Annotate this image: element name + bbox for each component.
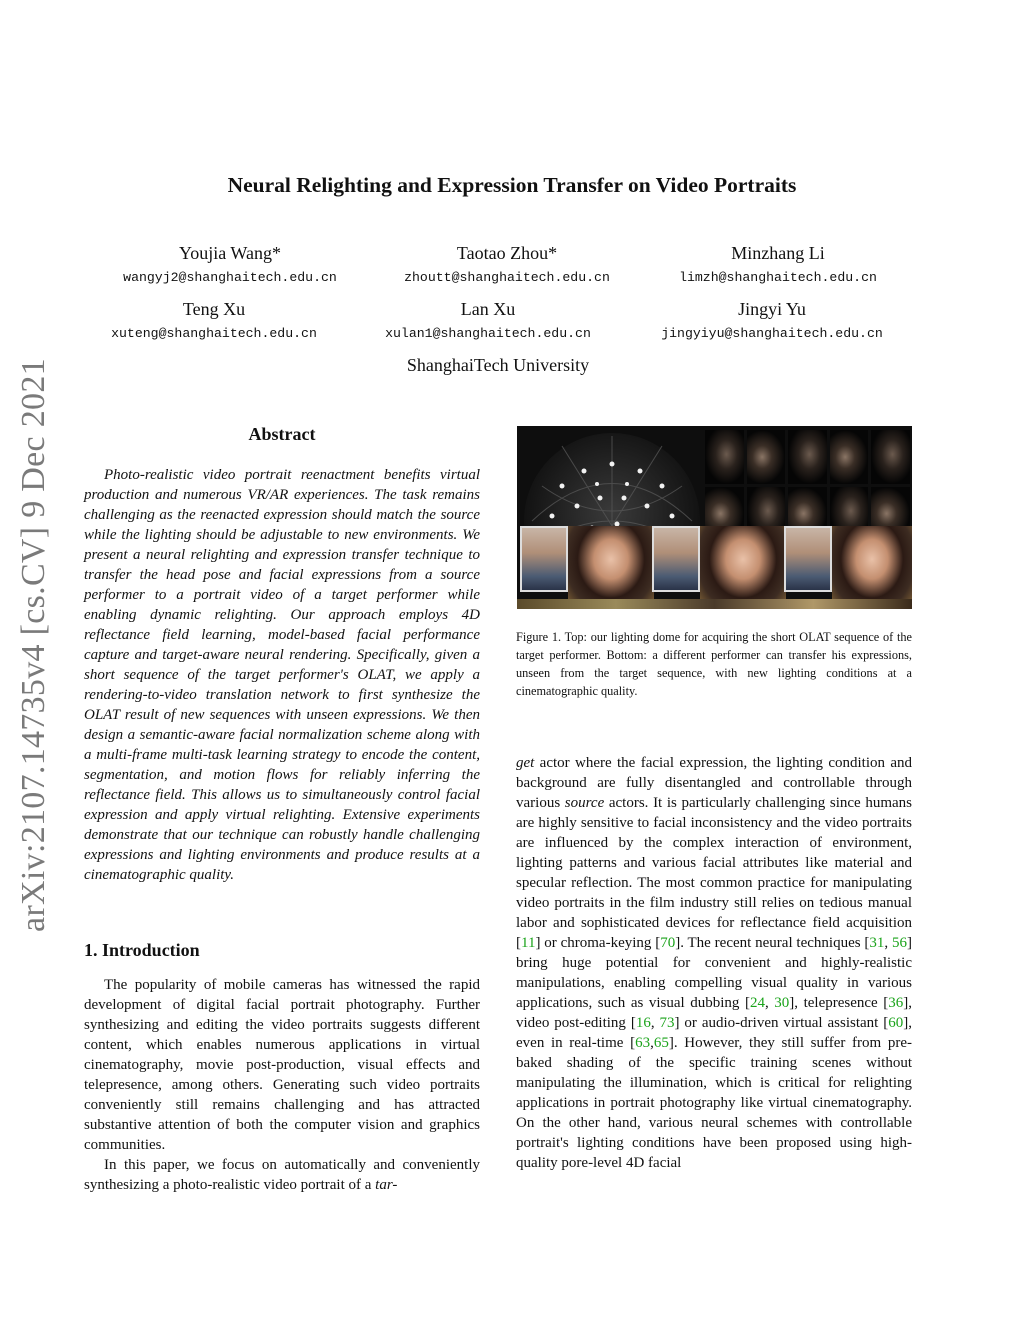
author-name: Lan Xu bbox=[460, 299, 516, 319]
affiliation: ShanghaiTech University bbox=[406, 355, 590, 375]
citation-link[interactable]: 24 bbox=[749, 995, 765, 1011]
author-email: limzh@shanghaitech.edu.cn bbox=[679, 270, 877, 285]
abstract-heading: Abstract bbox=[248, 424, 316, 444]
citation-link[interactable]: 36 bbox=[888, 995, 904, 1011]
relit-target-frame bbox=[568, 526, 654, 609]
source-performer-frame bbox=[652, 526, 700, 592]
source-performer-frame bbox=[784, 526, 832, 592]
citation-link[interactable]: 56 bbox=[891, 935, 907, 951]
intro-left-column bbox=[84, 975, 480, 1195]
author-block bbox=[357, 242, 657, 287]
olat-frame bbox=[871, 430, 910, 484]
citation-link[interactable]: 63 bbox=[635, 1035, 651, 1051]
abstract-text: Photo-realistic video portrait reenactment benefits virtual production and numerous VR/AR experiences. The task remains challenging as the reenacted expression should match the source while the lighting should be adjustable to new environments. We present a neural relighting and expression transfer technique to transfer the head pose and facial expressions from a source performer to a portrait video of a target performer while enabling dynamic relighting. Our approach employs 4D reflectance field learning, model-based facial performance capture and target-aware neural rendering. Specifically, given a short sequence of the target performer's OLAT, we apply a rendering-to-video translation network to first synthesize the OLAT result of new sequences with unseen expressions. We then design a semantic-aware facial normalization scheme along with a multi-frame multi-task learning strategy to encode the content, segmentation, and motion flows for reliably inferring the reflectance field. This allows us to simultaneously control facial expression and apply virtual relighting. Extensive experiments demonstrate that our technique can robustly handle challenging expressions and lighting environments and produce results at a cinematographic quality. bbox=[84, 467, 480, 883]
olat-thumbnails bbox=[705, 430, 910, 540]
author-email: zhoutt@shanghaitech.edu.cn bbox=[404, 270, 610, 285]
author-name: Taotao Zhou* bbox=[456, 243, 558, 263]
olat-frame bbox=[788, 430, 827, 484]
author-name: Teng Xu bbox=[182, 299, 246, 319]
citation-link[interactable]: 65 bbox=[653, 1035, 669, 1051]
author-name: Jingyi Yu bbox=[738, 299, 806, 319]
intro-paragraph-2-continued: get actor where the facial expression, the lighting condition and background are fully disentangled and controllable through various source actors. It is particularly challenging since humans are highly sensitive to facial inconsistency and the video portraits are influenced by the complex interaction of environment, lighting patterns and various facial attributes like material and specular reflection. The most common practice for manipulating video portraits in the film industry still relies on tedious manual labor and sophisticated devices for reflectance field acquisition [11] or chroma-keying [70]. The recent neural techniques [31, 56] bring huge potential for convenient and highly-realistic manipulations, enabling compelling visual quality in various applications, such as visual dubbing [24, 30], telepresence [36], video post-editing [16, 73] or audio-driven virtual assistant [60], even in real-time [63,65]. However, they still suffer from pre-baked shading of the specific training scenes without manipulating the illumination, which is critical for relighting applications in portrait photography like virtual cinematography. On the other hand, various neural schemes with controllable portrait's lighting conditions have been proposed using high-quality pore-level 4D facial bbox=[516, 755, 913, 1171]
author-email: jingyiyu@shanghaitech.edu.cn bbox=[661, 326, 883, 341]
citation-link[interactable]: 73 bbox=[659, 1015, 675, 1031]
olat-frame bbox=[747, 430, 786, 484]
citation-link[interactable]: 16 bbox=[635, 1015, 651, 1031]
relit-target-frame bbox=[832, 526, 912, 609]
arxiv-stamp bbox=[14, 360, 54, 930]
intro-right-column bbox=[516, 753, 912, 1173]
author-block bbox=[628, 242, 928, 287]
citation-link[interactable]: 11 bbox=[521, 935, 536, 951]
citation-link[interactable]: 70 bbox=[660, 935, 676, 951]
relit-target-frame bbox=[700, 526, 786, 609]
source-performer-frame bbox=[520, 526, 568, 592]
arxiv-id: arXiv:2107.14735v4 [cs.CV] 9 Dec 2021 bbox=[15, 358, 52, 932]
citation-link[interactable]: 30 bbox=[774, 995, 790, 1011]
figure-1-image bbox=[517, 426, 912, 609]
citation-link[interactable]: 31 bbox=[869, 935, 885, 951]
figure-1-caption: Figure 1. Top: our lighting dome for acquiring the short OLAT sequence of the target performer. Bottom: a different performer can transfer his expressions, unseen from the target sequence, with new lighting conditions at a cinematographic quality. bbox=[516, 630, 912, 698]
author-name: Minzhang Li bbox=[731, 243, 825, 263]
author-email: xuteng@shanghaitech.edu.cn bbox=[111, 326, 317, 341]
paper-title: Neural Relighting and Expression Transfer on Video Portraits bbox=[227, 173, 797, 197]
author-block bbox=[338, 298, 638, 343]
intro-paragraph-2: In this paper, we focus on automatically and conveniently synthesizing a photo-realistic video portrait of a tar- bbox=[84, 1157, 480, 1193]
olat-frame bbox=[830, 430, 869, 484]
relighting-results-strip bbox=[517, 526, 912, 609]
author-block bbox=[80, 242, 380, 287]
author-email: xulan1@shanghaitech.edu.cn bbox=[385, 326, 591, 341]
author-email: wangyj2@shanghaitech.edu.cn bbox=[123, 270, 337, 285]
author-block bbox=[622, 298, 922, 343]
citation-link[interactable]: 60 bbox=[888, 1015, 904, 1031]
section-heading-introduction: 1. Introduction bbox=[84, 940, 200, 960]
author-block bbox=[64, 298, 364, 343]
background-strip bbox=[517, 599, 912, 609]
author-name: Youjia Wang* bbox=[179, 243, 281, 263]
olat-frame bbox=[705, 430, 744, 484]
intro-paragraph-1: The popularity of mobile cameras has witnessed the rapid development of digital facial portrait photography. Further synthesizing and editing the video portraits suggests different content, which enables numerous applications in virtual cinematography, movie post-production, visual effects and telepresence, among others. Generating such video portraits conveniently still remains challenging and has attracted substantive attention of both the computer vision and graphics communities. bbox=[84, 977, 480, 1153]
